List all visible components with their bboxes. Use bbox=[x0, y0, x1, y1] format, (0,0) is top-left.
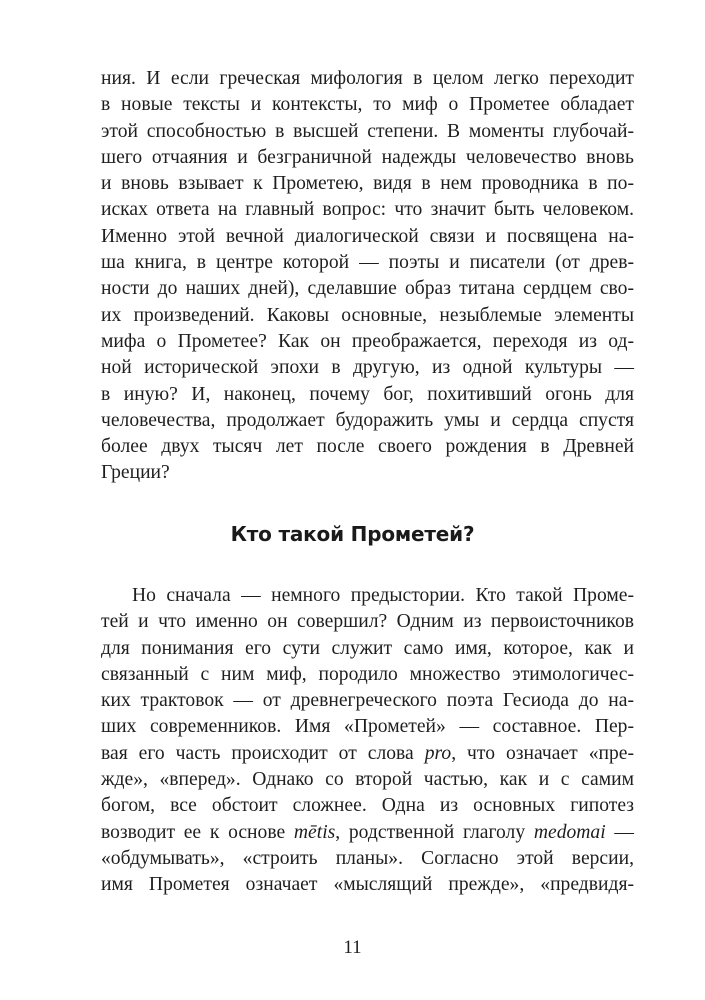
paragraph-prometheus bbox=[101, 583, 634, 899]
text-line: ной исторической эпохи в другую, из одной культуры — bbox=[101, 357, 634, 379]
text-segment: ких трактовок — от древнегреческого поэта Гесиода до на- bbox=[101, 690, 634, 712]
italic-term: pro bbox=[424, 742, 452, 764]
text-line bbox=[101, 688, 634, 714]
text-segment: , родственной глаголу bbox=[335, 821, 534, 843]
text-segment: — bbox=[605, 821, 634, 843]
text-line: их произведений. Каковы основные, незыблемые элементы bbox=[101, 304, 634, 326]
text-line bbox=[101, 609, 634, 635]
text-line bbox=[101, 636, 634, 662]
text-line bbox=[101, 714, 634, 740]
text-segment: для понимания его сути служит само имя, которое, как и bbox=[101, 637, 634, 659]
text-line: более двух тысяч лет после своего рождения в Древней bbox=[101, 436, 634, 458]
text-segment: связанный с ним миф, породило множество этимологичес- bbox=[101, 663, 634, 685]
italic-term: mētis bbox=[293, 821, 336, 843]
text-segment: Но сначала — немного предыстории. Кто такой Проме- bbox=[132, 585, 634, 606]
text-line: в иную? И, наконец, почему бог, похитивший огонь для bbox=[101, 383, 634, 405]
text-segment: , что означает «пре- bbox=[451, 742, 634, 764]
text-line: ша книга, в центре которой — поэты и писатели (от древ- bbox=[101, 252, 634, 274]
text-segment: жде», «вперед». Однако со второй частью, как и с самим bbox=[101, 769, 634, 791]
text-line: шего отчаяния и безграничной надежды человечество вновь bbox=[101, 146, 634, 168]
text-segment: вая его часть происходит от слова bbox=[101, 742, 425, 764]
text-segment: ших современников. Имя «Прометей» — составное. Пер- bbox=[101, 716, 634, 738]
text-line: ния. И если греческая мифология в целом легко переходит bbox=[101, 68, 634, 89]
text-line: в новые тексты и контексты, то миф о Прометее обладает bbox=[101, 94, 634, 116]
text-line bbox=[101, 583, 634, 609]
text-line bbox=[101, 741, 634, 767]
text-line bbox=[101, 793, 634, 819]
text-line: ности до наших дней), сделавшие образ титана сердцем сво- bbox=[101, 278, 634, 300]
text-line bbox=[101, 872, 634, 898]
text-line: человечества, продолжает будоражить умы и сердца спустя bbox=[101, 409, 634, 431]
text-line: Греции? bbox=[101, 462, 170, 484]
text-segment: имя Прометея означает «мыслящий прежде», «предвидя- bbox=[101, 874, 634, 896]
text-line: мифа о Прометее? Как он преображается, переходя из од- bbox=[101, 330, 634, 352]
text-line: Именно этой вечной диалогической связи и посвящена на- bbox=[101, 225, 634, 247]
section-heading: Кто такой Прометей? bbox=[230, 522, 475, 546]
text-line bbox=[101, 767, 634, 793]
paragraph-intro bbox=[101, 66, 634, 487]
italic-term: medomai bbox=[533, 821, 606, 843]
text-line: исках ответа на главный вопрос: что значит быть человеком. bbox=[101, 199, 634, 221]
text-segment: «обдумывать», «строить планы». Согласно этой версии, bbox=[101, 847, 634, 869]
text-line bbox=[101, 846, 634, 872]
text-segment: богом, все обстоит сложнее. Одна из основных гипотез bbox=[101, 795, 634, 817]
text-line: этой способностью в высшей степени. В моменты глубочай- bbox=[101, 120, 634, 142]
page-number: 11 bbox=[343, 937, 362, 958]
text-line: и вновь взывает к Прометею, видя в нем проводника в по- bbox=[101, 173, 634, 195]
text-line bbox=[101, 820, 634, 846]
text-line bbox=[101, 662, 634, 688]
text-segment: возводит ее к основе bbox=[101, 821, 294, 843]
text-segment: тей и что именно он совершил? Одним из первоисточников bbox=[101, 611, 634, 633]
